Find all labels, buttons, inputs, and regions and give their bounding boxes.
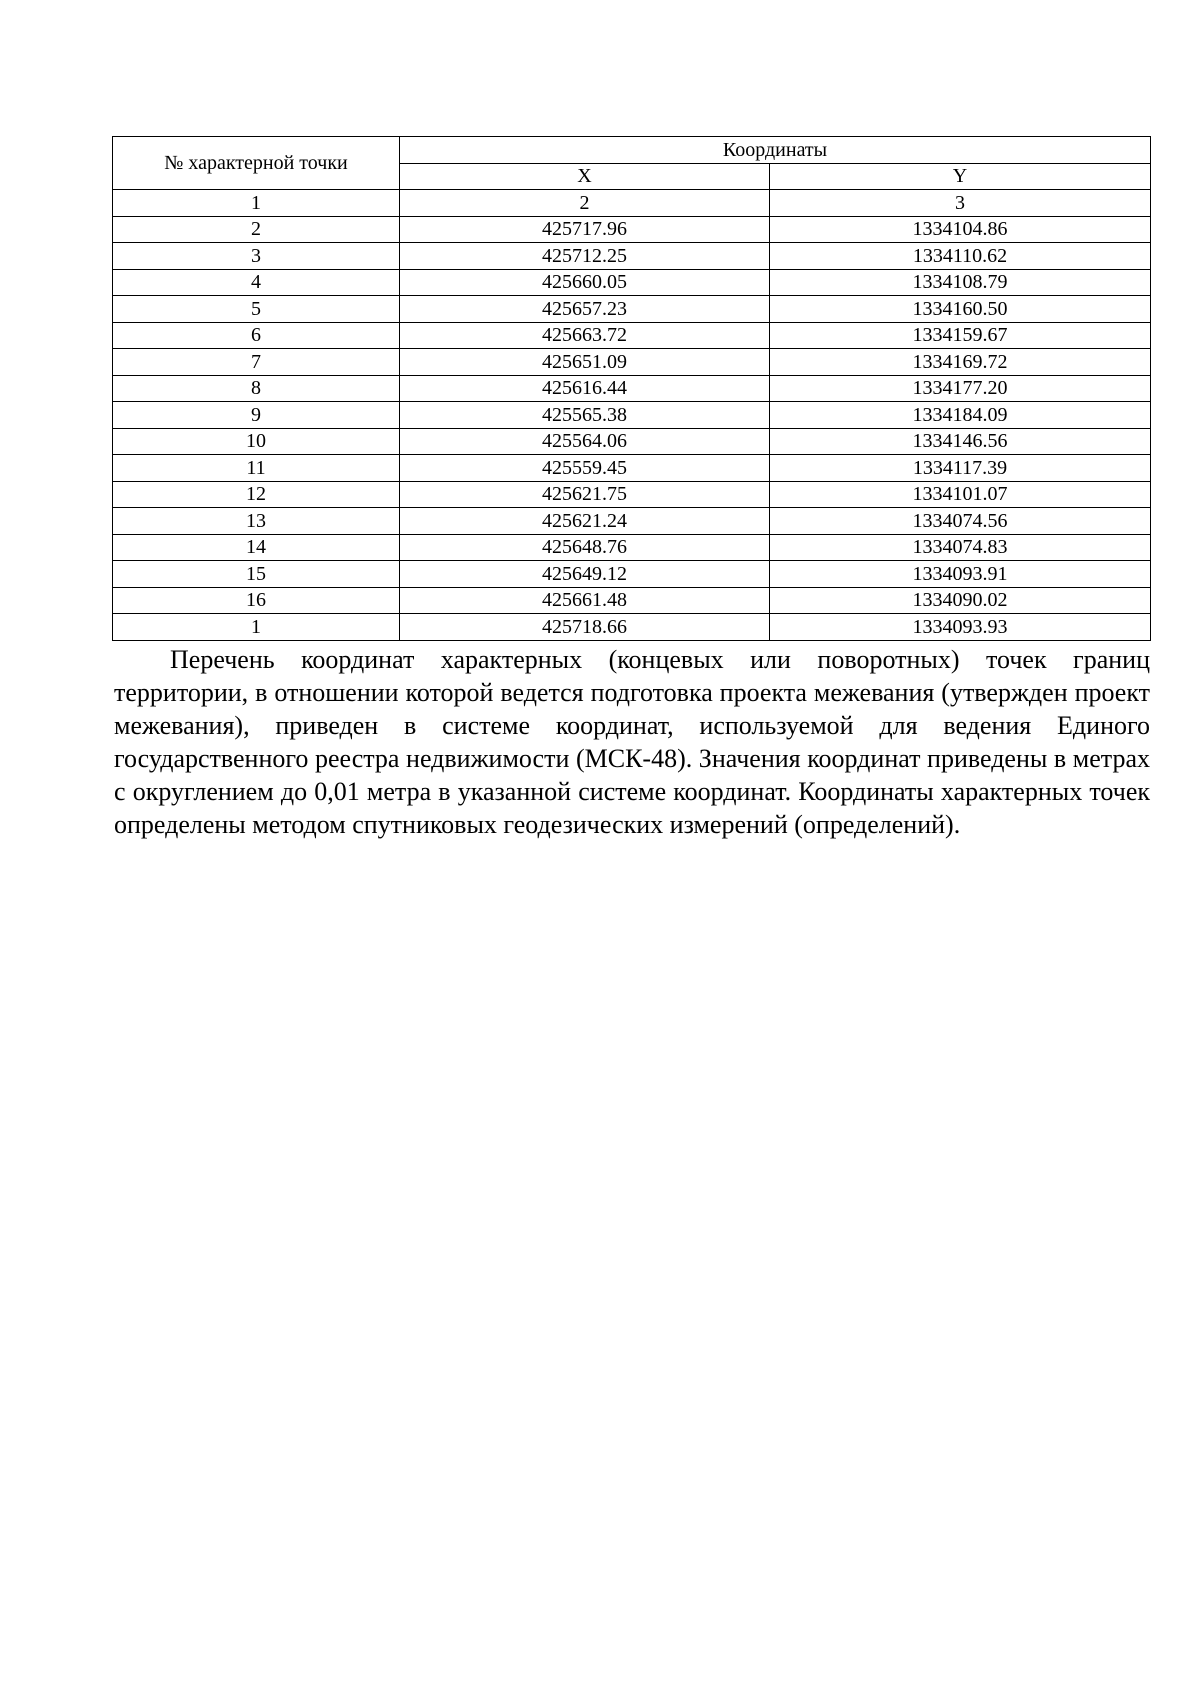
- point-number-cell: 15: [113, 561, 400, 588]
- table-body: [113, 216, 1151, 640]
- x-coordinate-cell: 425712.25: [400, 243, 770, 270]
- point-number-cell: 2: [113, 216, 400, 243]
- point-number-cell: 10: [113, 428, 400, 455]
- point-number-cell: 12: [113, 481, 400, 508]
- column-number: 2: [400, 190, 770, 217]
- y-coordinate-cell: 1334074.56: [770, 508, 1151, 535]
- point-number-cell: 13: [113, 508, 400, 535]
- x-coordinate-cell: 425663.72: [400, 322, 770, 349]
- point-number-cell: 11: [113, 455, 400, 482]
- x-coordinate-cell: 425559.45: [400, 455, 770, 482]
- y-coordinate-cell: 1334110.62: [770, 243, 1151, 270]
- y-coordinate-cell: 1334090.02: [770, 587, 1151, 614]
- point-number-cell: 16: [113, 587, 400, 614]
- y-coordinate-cell: 1334104.86: [770, 216, 1151, 243]
- table-row: [113, 269, 1151, 296]
- table-header-row: [113, 137, 1151, 164]
- point-number-cell: 3: [113, 243, 400, 270]
- x-coordinate-cell: 425661.48: [400, 587, 770, 614]
- x-header: X: [400, 163, 770, 190]
- table-row: [113, 534, 1151, 561]
- coordinates-header: Координаты: [400, 137, 1151, 164]
- x-coordinate-cell: 425565.38: [400, 402, 770, 429]
- x-coordinate-cell: 425616.44: [400, 375, 770, 402]
- coordinates-table: [112, 136, 1151, 641]
- y-coordinate-cell: 1334184.09: [770, 402, 1151, 429]
- table-row: [113, 243, 1151, 270]
- y-coordinate-cell: 1334159.67: [770, 322, 1151, 349]
- y-coordinate-cell: 1334146.56: [770, 428, 1151, 455]
- table-row: [113, 508, 1151, 535]
- table-row: [113, 481, 1151, 508]
- y-coordinate-cell: 1334093.91: [770, 561, 1151, 588]
- table-row: [113, 296, 1151, 323]
- table-row: [113, 402, 1151, 429]
- point-number-cell: 1: [113, 614, 400, 641]
- x-coordinate-cell: 425660.05: [400, 269, 770, 296]
- x-coordinate-cell: 425648.76: [400, 534, 770, 561]
- point-number-cell: 4: [113, 269, 400, 296]
- x-coordinate-cell: 425649.12: [400, 561, 770, 588]
- table-row: [113, 561, 1151, 588]
- point-number-cell: 8: [113, 375, 400, 402]
- x-coordinate-cell: 425657.23: [400, 296, 770, 323]
- y-coordinate-cell: 1334160.50: [770, 296, 1151, 323]
- y-coordinate-cell: 1334108.79: [770, 269, 1151, 296]
- y-coordinate-cell: 1334169.72: [770, 349, 1151, 376]
- table-row: [113, 216, 1151, 243]
- point-number-cell: 7: [113, 349, 400, 376]
- y-header: Y: [770, 163, 1151, 190]
- y-coordinate-cell: 1334093.93: [770, 614, 1151, 641]
- table-row: [113, 375, 1151, 402]
- point-number-cell: 6: [113, 322, 400, 349]
- x-coordinate-cell: 425621.24: [400, 508, 770, 535]
- x-coordinate-cell: 425651.09: [400, 349, 770, 376]
- point-number-cell: 5: [113, 296, 400, 323]
- y-coordinate-cell: 1334177.20: [770, 375, 1151, 402]
- table-row: [113, 455, 1151, 482]
- table-row: [113, 587, 1151, 614]
- x-coordinate-cell: 425621.75: [400, 481, 770, 508]
- table-row: [113, 428, 1151, 455]
- point-number-cell: 14: [113, 534, 400, 561]
- table-row: [113, 614, 1151, 641]
- table-row: [113, 349, 1151, 376]
- table-row: [113, 322, 1151, 349]
- column-number: 1: [113, 190, 400, 217]
- coordinate-system-note: Перечень координат характерных (концевых или поворотных) точек границ территории, в отношении которой ведется подготовка проекта межевания (утвержден проект межевания), приведен в системе координат, используемой для ведения Единого государственного реестра недвижимости (МСК-48). Значения координат приведены в метрах с округлением до 0,01 метра в указанной системе координат. Координаты характерных точек определены методом спутниковых геодезических измерений (определений).: [114, 645, 1150, 839]
- x-coordinate-cell: 425564.06: [400, 428, 770, 455]
- y-coordinate-cell: 1334074.83: [770, 534, 1151, 561]
- point-number-cell: 9: [113, 402, 400, 429]
- x-coordinate-cell: 425718.66: [400, 614, 770, 641]
- column-number-row: [113, 190, 1151, 217]
- column-number: 3: [770, 190, 1151, 217]
- y-coordinate-cell: 1334117.39: [770, 455, 1151, 482]
- y-coordinate-cell: 1334101.07: [770, 481, 1151, 508]
- point-number-header: № характерной точки: [113, 137, 400, 190]
- x-coordinate-cell: 425717.96: [400, 216, 770, 243]
